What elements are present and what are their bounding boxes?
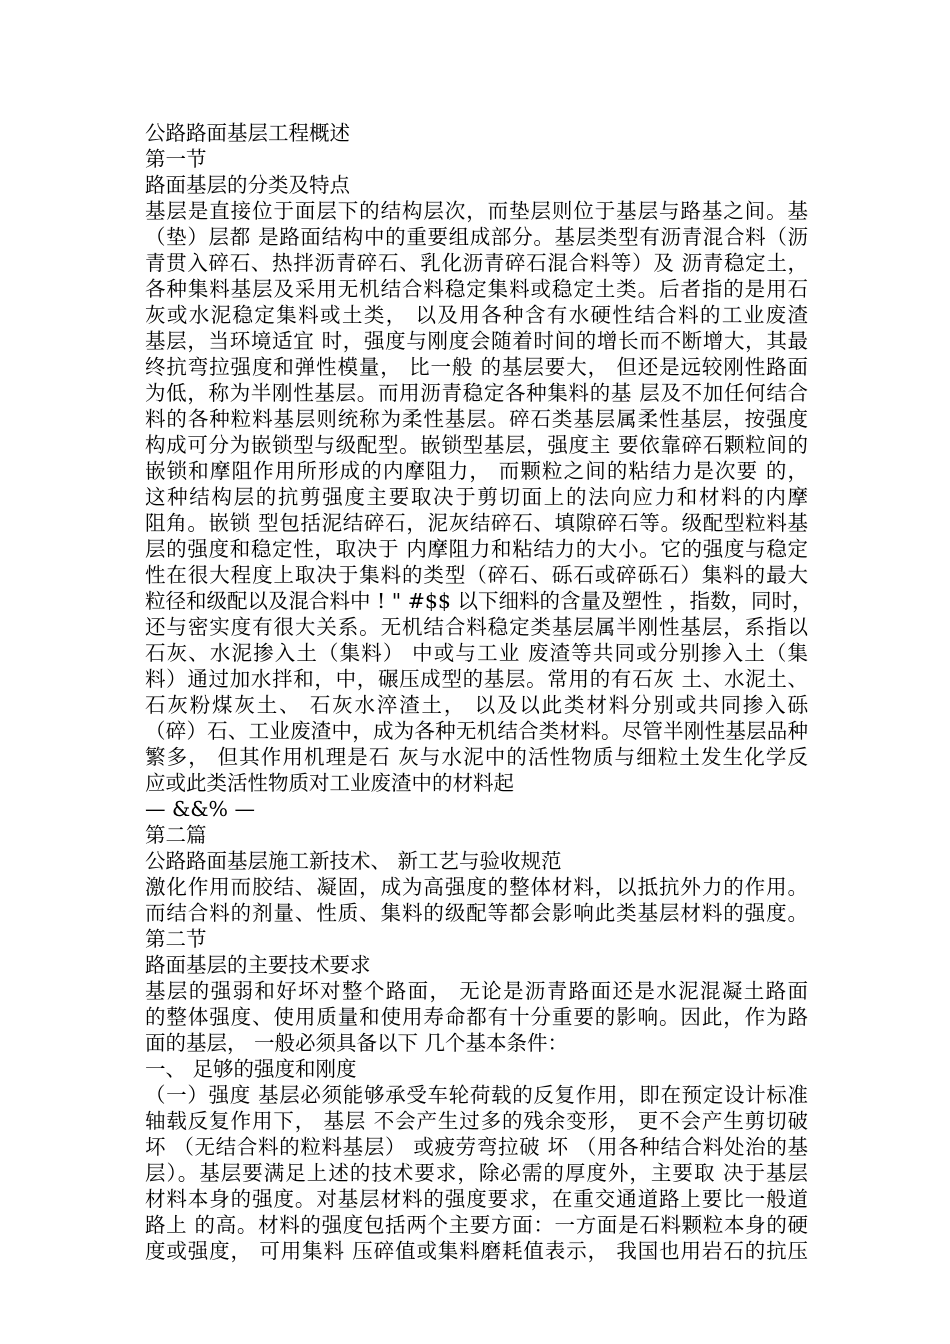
text-line: 石灰、水泥掺入土（集料） 中或与工业 废渣等共同或分别掺入土（集 [145, 641, 808, 665]
text-line: 还与密实度有很大关系。无机结合料稳定类基层属半刚性基层，系指以 [145, 615, 808, 639]
text-line: 性在很大程度上取决于集料的类型（碎石、砾石或碎砾石）集料的最大 [145, 563, 808, 587]
text-line: — &&% — [145, 797, 256, 821]
text-line: 繁多， 但其作用机理是石 灰与水泥中的活性物质与细粒土发生化学反 [145, 745, 808, 769]
text-line: （垫）层都 是路面结构中的重要组成部分。基层类型有沥青混合料（沥 [145, 225, 808, 249]
text-line: 第一节 [145, 147, 207, 171]
text-line: 粒径和级配以及混合料中 ! " #$$ 以下细料的含量及塑性 ，指数，同时， [145, 589, 813, 613]
text-line: 公路路面基层施工新技术、 新工艺与验收规范 [145, 849, 562, 873]
text-line: 青贯入碎石、热拌沥青碎石、乳化沥青碎石混合料等）及 沥青稳定土， [145, 251, 808, 275]
text-line: 基层，当环境适宜 时，强度与刚度会随着时间的增长而不断增大，其最 [145, 329, 808, 353]
document-page [145, 120, 813, 1264]
text-line: 度或强度， 可用集料 压碎值或集料磨耗值表示， 我国也用岩石的抗压 [145, 1239, 808, 1263]
text-line: 的整体强度、使用质量和使用寿命都有十分重要的影响。因此，作为路 [145, 1005, 808, 1029]
text-line: 第二篇 [145, 823, 207, 847]
text-line: 石灰粉煤灰土、 石灰水淬渣土， 以及以此类材料分别或共同掺入砾 [145, 693, 808, 717]
text-line: （一）强度 基层必须能够承受车轮荷载的反复作用，即在预定设计标准 [145, 1083, 808, 1107]
text-line: 基层的强弱和好坏对整个路面， 无论是沥青路面还是水泥混凝土路面 [145, 979, 808, 1003]
text-line: 终抗弯拉强度和弹性模量， 比一般 的基层要大， 但还是远较刚性路面 [145, 355, 808, 379]
text-line: 应或此类活性物质对工业废渣中的材料起 [145, 771, 514, 795]
text-line: 激化作用而胶结、凝固，成为高强度的整体材料，以抵抗外力的作用。 [145, 875, 808, 899]
text-line: 层的强度和稳定性，取决于 内摩阻力和粘结力的大小。它的强度与稳定 [145, 537, 808, 561]
text-line: 路上 的高。材料的强度包括两个主要方面：一方面是石料颗粒本身的硬 [145, 1213, 808, 1237]
text-line: 路面基层的分类及特点 [145, 173, 350, 197]
text-line: 这种结构层的抗剪强度主要取决于剪切面上的法向应力和材料的内摩 [145, 485, 808, 509]
text-line: 为低，称为半刚性基层。而用沥青稳定各种集料的基 层及不加任何结合 [145, 381, 808, 405]
text-line: 料的各种粒料基层则统称为柔性基层。碎石类基层属柔性基层，按强度 [145, 407, 808, 431]
text-line: 基层是直接位于面层下的结构层次，而垫层则位于基层与路基之间。基 [145, 199, 808, 223]
text-line: 各种集料基层及采用无机结合料稳定集料或稳定土类。后者指的是用石 [145, 277, 808, 301]
text-line: 层）。基层要满足上述的技术要求，除必需的厚度外，主要取 决于基层 [145, 1161, 808, 1185]
text-line: 料）通过加水拌和，中，碾压成型的基层。常用的有石灰 土、水泥土、 [145, 667, 808, 691]
text-line: 公路路面基层工程概述 [145, 121, 350, 145]
text-line: 材料本身的强度。对基层材料的强度要求，在重交通道路上要比一般道 [145, 1187, 808, 1211]
text-line: （碎）石、工业废渣中，成为各种无机结合类材料。尽管半刚性基层品种 [145, 719, 808, 743]
text-line: 而结合料的剂量、性质、集料的级配等都会影响此类基层材料的强度。 [145, 901, 808, 925]
text-line: 嵌锁和摩阻作用所形成的内摩阻力， 而颗粒之间的粘结力是次要 的， [145, 459, 808, 483]
text-line: 路面基层的主要技术要求 [145, 953, 371, 977]
text-line: 一、 足够的强度和刚度 [145, 1057, 357, 1081]
text-line: 灰或水泥稳定集料或土类， 以及用各种含有水硬性结合料的工业废渣 [145, 303, 808, 327]
text-line: 坏 （无结合料的粒料基层） 或疲劳弯拉破 坏 （用各种结合料处治的基 [145, 1135, 808, 1159]
text-line: 轴载反复作用下， 基层 不会产生过多的残余变形， 更不会产生剪切破 [145, 1109, 808, 1133]
text-line: 阻角。嵌锁 型包括泥结碎石，泥灰结碎石、填隙碎石等。级配型粒料基 [145, 511, 808, 535]
text-line: 面的基层， 一般必须具备以下 几个基本条件： [145, 1031, 569, 1055]
text-line: 构成可分为嵌锁型与级配型。嵌锁型基层，强度主 要依靠碎石颗粒间的 [145, 433, 808, 457]
text-line: 第二节 [145, 927, 207, 951]
